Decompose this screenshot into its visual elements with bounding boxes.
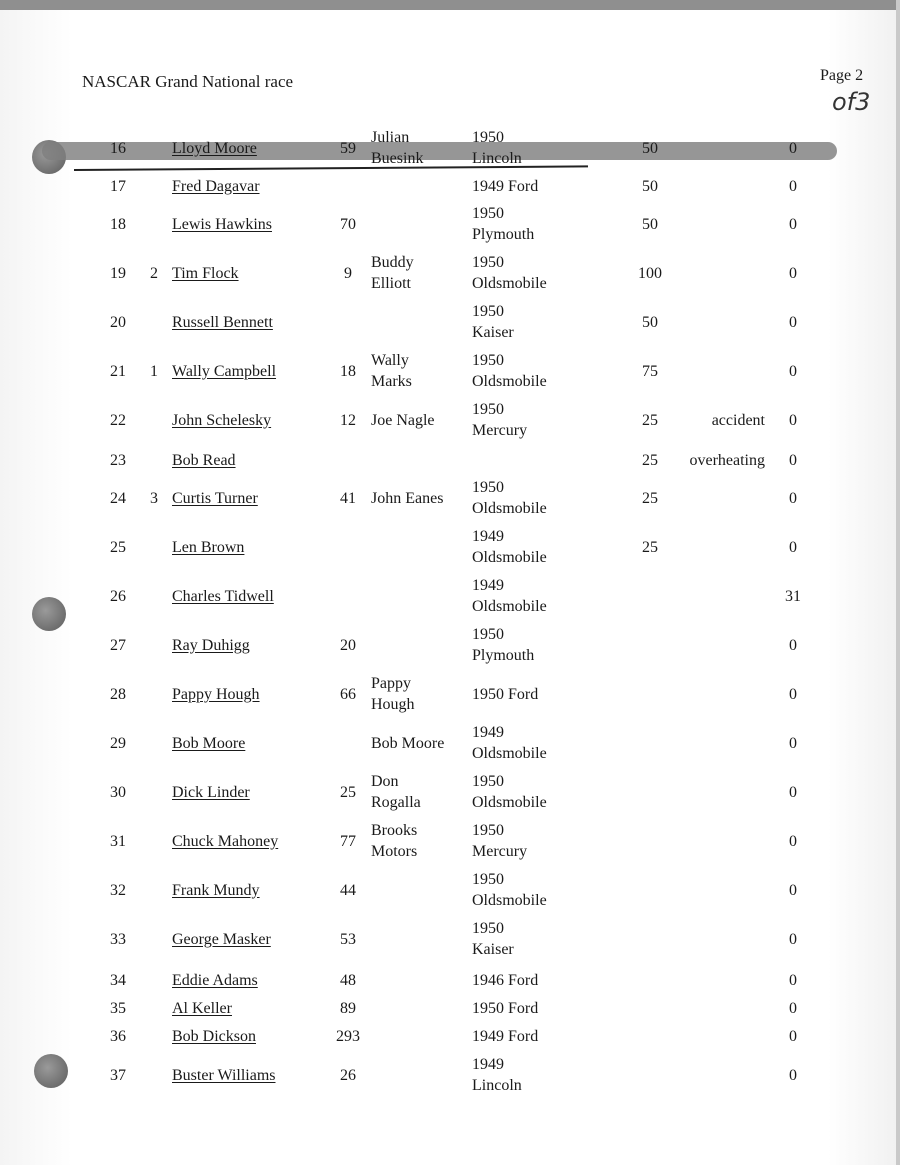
driver-name: Bob Moore [172,734,246,752]
prize-money: 25 [642,538,658,556]
car-make: 1950 Kaiser [472,920,514,958]
laps-completed: 0 [789,313,797,331]
driver-name: Al Keller [172,999,232,1017]
driver-name: Ray Duhigg [172,636,250,654]
laps-completed: 0 [789,362,797,380]
car-number: 25 [340,783,356,801]
row-number: 28 [110,685,126,703]
laps-completed: 0 [789,177,797,195]
driver-name: Frank Mundy [172,881,260,899]
car-owner: John Eanes [371,489,444,507]
car-make: 1950 Mercury [472,401,528,439]
laps-completed: 0 [789,1027,797,1045]
laps-completed: 31 [785,587,801,605]
driver-name: Lloyd Moore [172,139,257,157]
car-make: 1950 Plymouth [472,626,535,664]
row-number: 25 [110,538,126,556]
car-number: 9 [344,264,352,282]
car-number: 18 [340,362,356,380]
car-number: 53 [340,930,356,948]
driver-name: Buster Williams [172,1066,276,1084]
finish-position: 1 [150,362,158,380]
car-make: 1950 Oldsmobile [472,479,547,517]
prize-money: 50 [642,313,658,331]
laps-completed: 0 [789,264,797,282]
car-owner: Julian Buesink [371,129,424,167]
car-make: 1949 Oldsmobile [472,528,547,566]
prize-money: 50 [642,177,658,195]
car-make: 1946 Ford [472,971,539,989]
row-number: 20 [110,313,126,331]
laps-completed: 0 [789,215,797,233]
document-title: NASCAR Grand National race [82,72,294,91]
car-number: 77 [340,832,356,850]
car-owner: Wally Marks [371,352,412,390]
laps-completed: 0 [789,685,797,703]
driver-name: Charles Tidwell [172,587,274,605]
driver-name: Bob Read [172,451,236,469]
row-number: 31 [110,832,126,850]
car-number: 20 [340,636,356,654]
laps-completed: 0 [789,636,797,654]
car-owner: Joe Nagle [371,411,435,429]
laps-completed: 0 [789,451,797,469]
finish-position: 3 [150,489,158,507]
scan-border-top [0,0,900,10]
car-owner: Brooks Motors [371,822,418,860]
row-number: 37 [110,1066,126,1084]
scan-border-right [896,0,900,1165]
laps-completed: 0 [789,734,797,752]
row-number: 24 [110,489,126,507]
out-reason: overheating [689,451,765,469]
row-number: 30 [110,783,126,801]
driver-name: Pappy Hough [172,685,260,703]
car-make: 1950 Plymouth [472,205,535,243]
prize-money: 75 [642,362,658,380]
driver-name: Russell Bennett [172,313,273,331]
driver-name: John Schelesky [172,411,272,429]
laps-completed: 0 [789,489,797,507]
car-number: 66 [340,685,356,703]
driver-name: Curtis Turner [172,489,258,507]
punch-hole [34,1054,68,1088]
strikethrough-highlight [42,142,837,160]
prize-money: 50 [642,139,658,157]
page-number: Page 2 [820,67,864,84]
car-number: 59 [340,139,356,157]
row-number: 32 [110,881,126,899]
car-make: 1950 Oldsmobile [472,352,547,390]
car-make: 1949 Oldsmobile [472,724,547,762]
row-number: 19 [110,264,126,282]
row-number: 33 [110,930,126,948]
car-make: 1950 Ford [472,685,539,703]
car-make: 1949 Oldsmobile [472,577,547,615]
row-number: 16 [110,139,126,157]
car-number: 48 [340,971,356,989]
row-number: 22 [110,411,126,429]
row-number: 35 [110,999,126,1017]
car-make: 1950 Oldsmobile [472,871,547,909]
row-number: 29 [110,734,126,752]
laps-completed: 0 [789,411,797,429]
driver-name: Wally Campbell [172,362,277,380]
row-number: 23 [110,451,126,469]
driver-name: Eddie Adams [172,971,258,989]
car-number: 70 [340,215,356,233]
prize-money: 25 [642,489,658,507]
laps-completed: 0 [789,1066,797,1084]
laps-completed: 0 [789,881,797,899]
laps-completed: 0 [789,971,797,989]
driver-name: Chuck Mahoney [172,832,279,850]
car-number: 12 [340,411,356,429]
prize-money: 25 [642,451,658,469]
row-number: 26 [110,587,126,605]
laps-completed: 0 [789,538,797,556]
car-owner: Bob Moore [371,734,445,752]
driver-name: Len Brown [172,538,245,556]
car-number: 44 [340,881,356,899]
handwritten-page-total: of3 [832,88,871,116]
car-make: 1949 Lincoln [472,1056,522,1094]
row-number: 17 [110,177,126,195]
row-number: 27 [110,636,126,654]
car-owner: Pappy Hough [371,675,415,713]
car-owner: Buddy Elliott [371,254,414,292]
prize-money: 50 [642,215,658,233]
driver-name: Lewis Hawkins [172,215,272,233]
car-owner: Don Rogalla [371,773,421,811]
car-number: 26 [340,1066,356,1084]
car-make: 1949 Ford [472,177,539,195]
row-number: 36 [110,1027,126,1045]
car-make: 1950 Oldsmobile [472,254,547,292]
driver-name: Bob Dickson [172,1027,256,1045]
out-reason: accident [711,411,765,429]
laps-completed: 0 [789,139,797,157]
laps-completed: 0 [789,832,797,850]
car-make: 1950 Mercury [472,822,528,860]
punch-hole [32,597,66,631]
row-number: 18 [110,215,126,233]
paper-sheet [0,10,900,1165]
car-number: 41 [340,489,356,507]
car-number: 293 [336,1027,360,1045]
driver-name: Tim Flock [172,264,239,282]
car-make: 1950 Lincoln [472,129,522,167]
prize-money: 100 [638,264,662,282]
row-number: 21 [110,362,126,380]
laps-completed: 0 [789,783,797,801]
finish-position: 2 [150,264,158,282]
car-make: 1950 Ford [472,999,539,1017]
laps-completed: 0 [789,930,797,948]
car-number: 89 [340,999,356,1017]
car-make: 1950 Oldsmobile [472,773,547,811]
car-make: 1950 Kaiser [472,303,514,341]
driver-name: Fred Dagavar [172,177,260,195]
driver-name: Dick Linder [172,783,250,801]
driver-name: George Masker [172,930,271,948]
car-make: 1949 Ford [472,1027,539,1045]
laps-completed: 0 [789,999,797,1017]
prize-money: 25 [642,411,658,429]
row-number: 34 [110,971,126,989]
